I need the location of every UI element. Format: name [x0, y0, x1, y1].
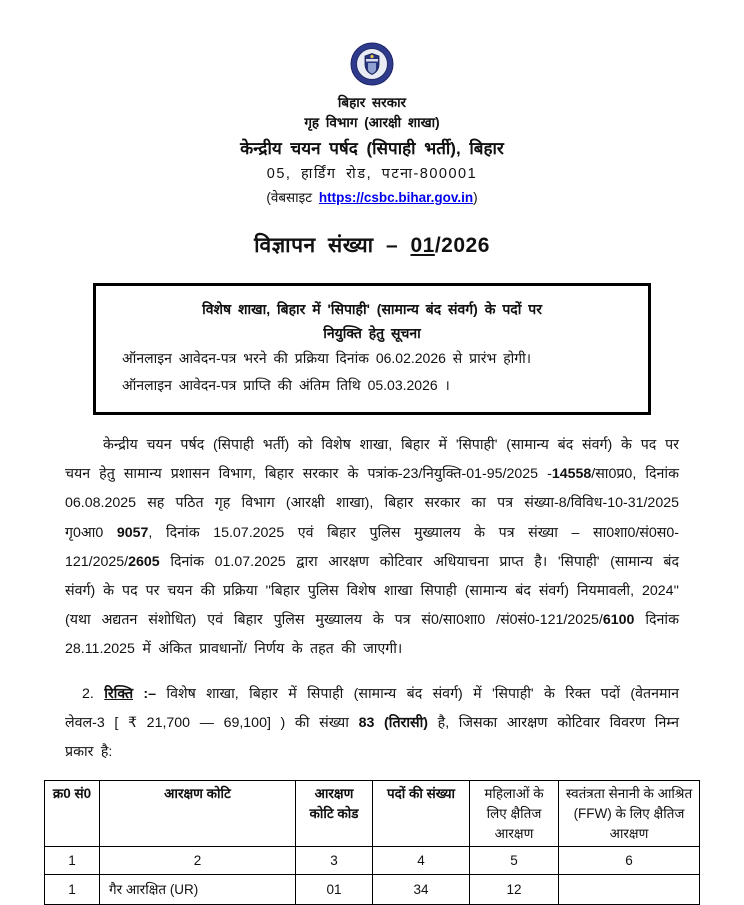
header-category-code: आरक्षण कोटि कोड: [296, 781, 373, 847]
intro-text: केन्द्रीय चयन पर्षद (सिपाही भर्ती) को विशेष शाखा, बिहार में 'सिपाही' (सामान्य बंद संवर्ग) के पद पर चयन हेतु सामान्य प्रशासन विभाग, बिहार सरकार के पत्रांक-23/नियुक्ति-01-95/2025 -: [65, 437, 679, 483]
col-num-1: 1: [45, 847, 100, 875]
notice-box: [93, 283, 651, 415]
website-link[interactable]: https://csbc.bihar.gov.in: [318, 190, 474, 205]
notice-title-line1: विशेष शाखा, बिहार में 'सिपाही' (सामान्य बंद संवर्ग) के पदों पर: [202, 301, 542, 317]
intro-paragraph: [65, 431, 679, 665]
header-women-horizontal-reservation: महिलाओं के लिए क्षैतिज आरक्षण: [470, 781, 559, 847]
table-row-ur: [45, 875, 700, 905]
header-ffw-horizontal-reservation: स्वतंत्रता सेनानी के आश्रित (FFW) के लिए क्षैतिज आरक्षण: [559, 781, 700, 847]
dept-name: गृह विभाग (आरक्षी शाखा): [304, 115, 440, 130]
letter-number-2605: 2605: [128, 553, 160, 570]
advertisement-number-title: [0, 231, 744, 259]
board-name: केन्द्रीय चयन पर्षद (सिपाही भर्ती), बिहार: [240, 139, 504, 158]
intro-text: , दिनांक 15.07.2025 एवं बिहार पुलिस मुख्यालय के पत्र संख्या – सा0शा0/सं0स0-121/2025/: [65, 524, 679, 570]
header-post-count: पदों की संख्या: [373, 781, 470, 847]
notice-title-line2: नियुक्ति हेतु सूचना: [323, 325, 421, 341]
advert-number-underlined: 01: [410, 234, 435, 257]
letter-number-9057: 9057: [116, 524, 149, 541]
document-header: [0, 0, 744, 209]
intro-text: दिनांक 01.07.2025 द्वारा आरक्षण कोटिवार अधियाचना प्राप्त है। 'सिपाही' (सामान्य बंद संवर्ग) के पद पर चयन की प्रक्रिया ''बिहार पुलिस विशेष शाखा सिपाही (सामान्य बंद संवर्ग) नियमावली, 2024'' (यथा अद्यतन संशोधित) एवं बिहार पुलिस मुख्यालय के पत्र सं0/सा0शा0 /सं0सं0-121/2025/: [65, 553, 679, 629]
cell-posts: 34: [373, 875, 470, 905]
vacancy-paragraph: [65, 680, 679, 768]
advert-label: विज्ञापन संख्या –: [254, 234, 411, 257]
vacancy-text: है, जिसका आरक्षण कोटिवार विवरण निम्न प्रकार है:: [65, 714, 679, 761]
cell-category: गैर आरक्षित (UR): [100, 875, 296, 905]
col-num-3: 3: [296, 847, 373, 875]
website-line: [0, 187, 744, 209]
cell-serial: 1: [45, 875, 100, 905]
cell-code: 01: [296, 875, 373, 905]
website-suffix: ): [473, 190, 478, 205]
col-num-4: 4: [373, 847, 470, 875]
col-num-2: 2: [100, 847, 296, 875]
section-number: 2.: [82, 685, 105, 702]
intro-text: दिनांक 28.11.2025 में अंकित प्रावधानों/ निर्णय के तहत की जाएगी।: [65, 612, 679, 658]
vacancy-table: [44, 780, 700, 905]
col-num-5: 5: [470, 847, 559, 875]
table-header-row: [45, 781, 700, 847]
vacancy-heading: रिक्ति: [104, 685, 134, 702]
notice-last-date-line: ऑनलाइन आवेदन-पत्र प्राप्ति की अंतिम तिथि 05.03.2026 ।: [122, 377, 450, 393]
cell-ffw-reservation: [559, 875, 700, 905]
board-address: 05, हार्डिंग रोड, पटना-800001: [266, 166, 478, 182]
header-reservation-category: आरक्षण कोटि: [100, 781, 296, 847]
cell-women-reservation: 12: [470, 875, 559, 905]
advert-number-rest: /2026: [434, 234, 490, 257]
header-serial-no: क्र0 सं0: [45, 781, 100, 847]
vacancy-separator: :–: [133, 685, 167, 702]
col-num-6: 6: [559, 847, 700, 875]
website-prefix: (वेबसाइट: [266, 190, 319, 205]
notice-start-date-line: ऑनलाइन आवेदन-पत्र भरने की प्रक्रिया दिनांक 06.02.2026 से प्रारंभ होगी।: [122, 350, 532, 366]
bihar-government-emblem-icon: [349, 40, 395, 90]
letter-number-6100: 6100: [602, 612, 635, 629]
vacancy-text: विशेष शाखा, बिहार में सिपाही (सामान्य बंद संवर्ग) में 'सिपाही' के रिक्त पदों (वेतनमान लेवल-3 [ ₹ 21,700 — 69,100] ) की संख्या: [65, 685, 680, 731]
vacancy-count: 83 (तिरासी): [358, 714, 428, 731]
govt-name: बिहार सरकार: [337, 95, 407, 110]
intro-text: /सा0प्र0, दिनांक 06.08.2025 सह पठित गृह विभाग (आरक्षी शाखा), बिहार सरकार का पत्र संख्या-8/विविध-10-31/2025 गृ0आ0: [65, 466, 679, 541]
table-column-numbering-row: [45, 847, 700, 875]
letter-number-14558: 14558: [551, 466, 592, 483]
